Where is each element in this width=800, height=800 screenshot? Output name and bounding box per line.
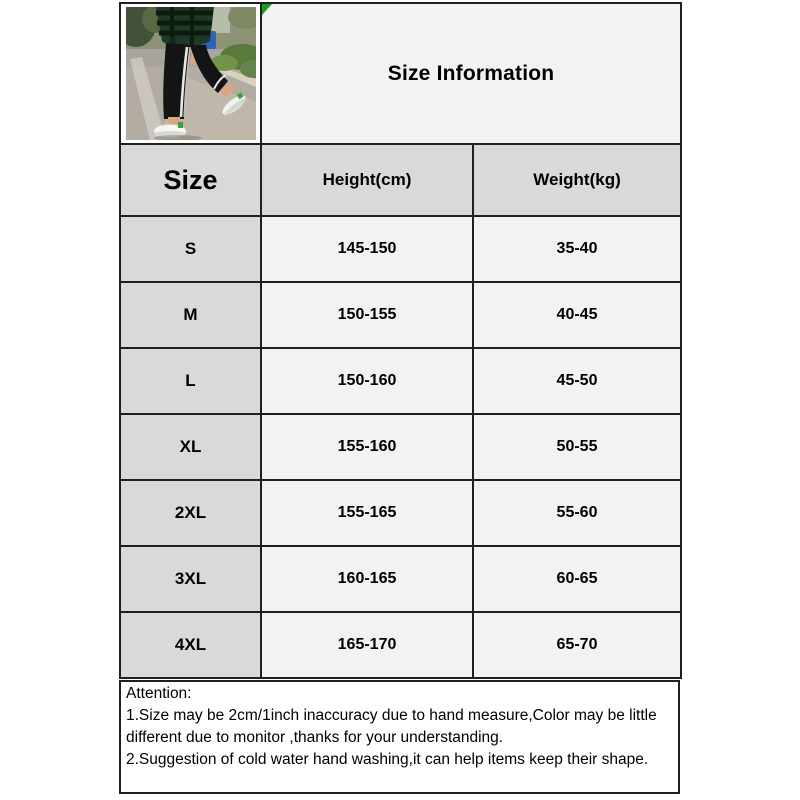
height-value: 160-165	[261, 546, 473, 612]
weight-value: 55-60	[473, 480, 681, 546]
product-photo	[126, 7, 256, 140]
height-value: 150-155	[261, 282, 473, 348]
size-label: S	[120, 216, 261, 282]
column-header-height: Height(cm)	[261, 144, 473, 216]
table-row	[120, 414, 681, 480]
table-row	[120, 612, 681, 678]
weight-value: 35-40	[473, 216, 681, 282]
title-cell	[261, 3, 681, 144]
attention-box	[119, 680, 680, 794]
top-row	[120, 3, 681, 144]
attention-heading: Attention:	[126, 685, 192, 702]
attention-note-1: 1.Size may be 2cm/1inch inaccuracy due to hand measure,Color may be little different due to monitor ,thanks for your understanding.	[126, 707, 657, 746]
size-label: XL	[120, 414, 261, 480]
product-photo-cell	[120, 3, 261, 144]
table-row	[120, 348, 681, 414]
green-corner-triangle-icon	[262, 4, 272, 15]
size-label: L	[120, 348, 261, 414]
size-label: 3XL	[120, 546, 261, 612]
page-title: Size Information	[387, 61, 555, 85]
table-row	[120, 216, 681, 282]
height-value: 150-160	[261, 348, 473, 414]
weight-value: 60-65	[473, 546, 681, 612]
size-table	[119, 2, 682, 679]
weight-value: 45-50	[473, 348, 681, 414]
header-row	[120, 144, 681, 216]
weight-value: 40-45	[473, 282, 681, 348]
table-row	[120, 282, 681, 348]
table-row	[120, 546, 681, 612]
height-value: 155-165	[261, 480, 473, 546]
weight-value: 50-55	[473, 414, 681, 480]
size-label: M	[120, 282, 261, 348]
attention-note-2: 2.Suggestion of cold water hand washing,it can help items keep their shape.	[126, 751, 649, 768]
height-value: 165-170	[261, 612, 473, 678]
height-value: 145-150	[261, 216, 473, 282]
weight-value: 65-70	[473, 612, 681, 678]
size-label: 2XL	[120, 480, 261, 546]
height-value: 155-160	[261, 414, 473, 480]
table-row	[120, 480, 681, 546]
size-label: 4XL	[120, 612, 261, 678]
column-header-weight: Weight(kg)	[473, 144, 681, 216]
column-header-size: Size	[120, 144, 261, 216]
